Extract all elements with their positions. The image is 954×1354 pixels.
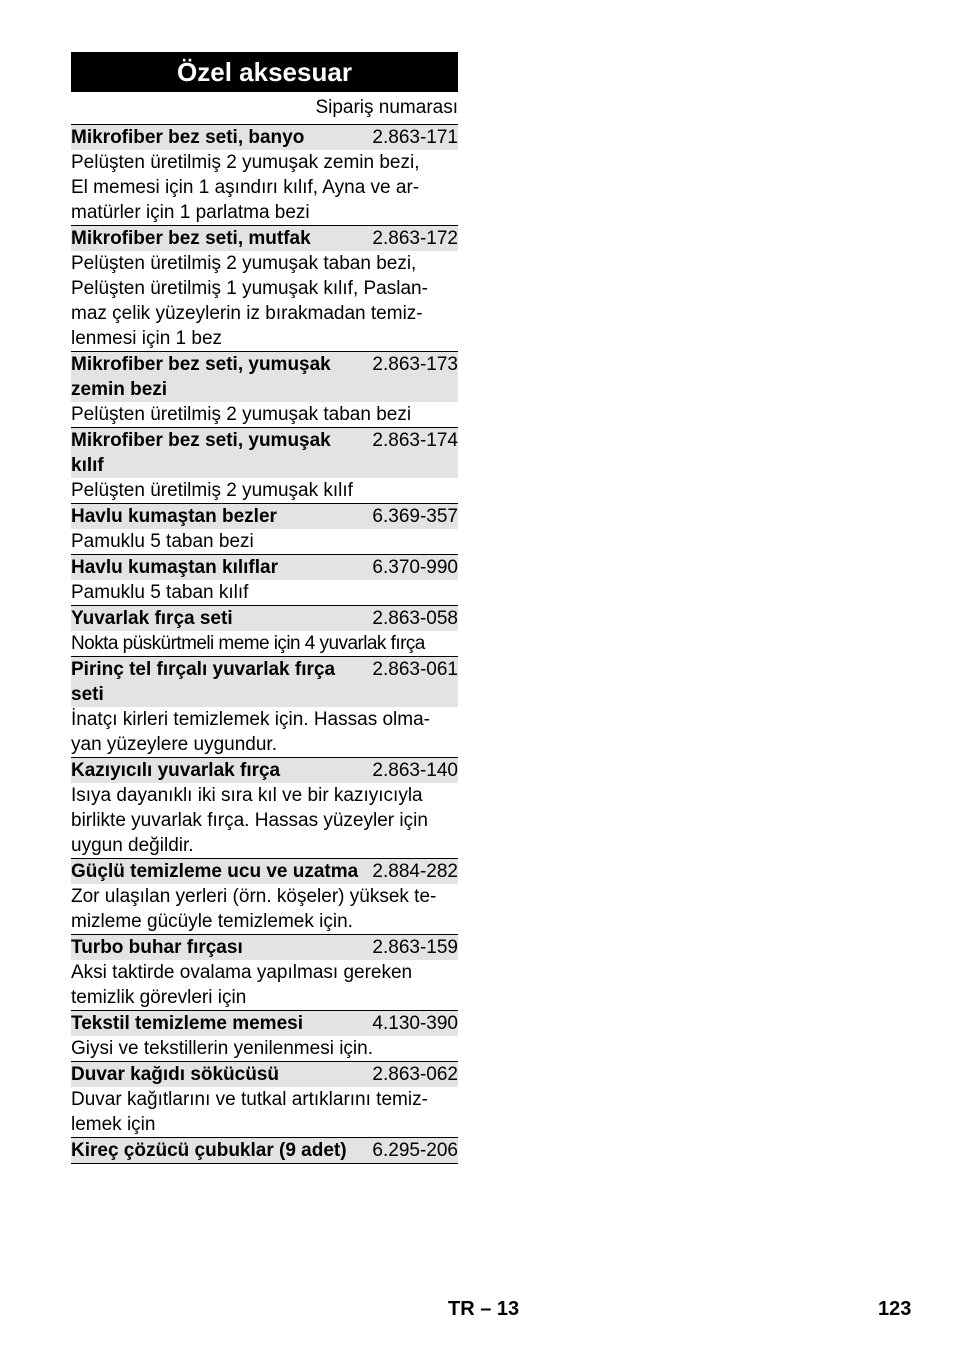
description-line: İnatçı kirleri temizlemek için. Hassas olma- bbox=[71, 709, 430, 730]
accessory-description bbox=[71, 1036, 458, 1062]
description-line: Duvar kağıtlarını ve tutkal artıklarını temiz- bbox=[71, 1089, 428, 1110]
accessory-description bbox=[71, 884, 458, 935]
description-line: uygun değildir. bbox=[71, 835, 194, 856]
description-line: Giysi ve tekstillerin yenilenmesi için. bbox=[71, 1038, 373, 1059]
accessory-item-header bbox=[71, 226, 458, 251]
order-number: 6.295-206 bbox=[372, 1140, 458, 1161]
accessory-item bbox=[71, 352, 458, 428]
accessory-name: Güçlü temizleme ucu ve uzatma bbox=[71, 861, 359, 882]
description-line: Pelüşten üretilmiş 2 yumuşak kılıf bbox=[71, 480, 353, 501]
accessory-name: Duvar kağıdı sökücüsü bbox=[71, 1064, 280, 1085]
description-line: Pamuklu 5 taban bezi bbox=[71, 531, 254, 552]
order-number: 6.370-990 bbox=[372, 557, 458, 578]
order-number: 2.863-061 bbox=[372, 659, 458, 680]
accessory-description bbox=[71, 631, 458, 657]
accessory-name: Tekstil temizleme memesi bbox=[71, 1013, 303, 1034]
accessory-item-header bbox=[71, 935, 458, 960]
accessory-name: Pirinç tel fırçalı yuvarlak fırça seti bbox=[71, 659, 336, 705]
accessory-description bbox=[71, 150, 458, 226]
accessory-name: Kazıyıcılı yuvarlak fırça bbox=[71, 760, 281, 781]
accessory-item-header bbox=[71, 352, 458, 402]
accessory-description bbox=[71, 783, 458, 859]
accessory-item-header bbox=[71, 657, 458, 707]
order-number: 2.884-282 bbox=[372, 861, 458, 882]
order-number: 4.130-390 bbox=[372, 1013, 458, 1034]
accessory-item bbox=[71, 935, 458, 1011]
accessory-item-header bbox=[71, 1138, 458, 1164]
order-number-header: Sipariş numarası bbox=[71, 92, 458, 125]
accessory-item-header bbox=[71, 758, 458, 783]
order-number: 6.369-357 bbox=[372, 506, 458, 527]
accessory-name: Mikrofiber bez seti, yumuşak zemin bezi bbox=[71, 354, 331, 400]
accessory-item-header bbox=[71, 125, 458, 150]
description-line: Isıya dayanıklı iki sıra kıl ve bir kazıyıcıyla bbox=[71, 785, 423, 806]
description-line: Aksi taktirde ovalama yapılması gereken bbox=[71, 962, 413, 983]
accessory-name: Turbo buhar fırçası bbox=[71, 937, 243, 958]
accessory-item bbox=[71, 555, 458, 606]
order-number: 2.863-171 bbox=[372, 127, 458, 148]
accessory-item-header bbox=[71, 1011, 458, 1036]
accessory-name: Havlu kumaştan bezler bbox=[71, 506, 277, 527]
section-label: TR – 13 bbox=[448, 1298, 520, 1320]
accessory-item bbox=[71, 1011, 458, 1062]
accessory-item-header bbox=[71, 859, 458, 884]
accessory-item bbox=[71, 1062, 458, 1138]
accessory-item-header bbox=[71, 606, 458, 631]
accessory-item bbox=[71, 1138, 458, 1164]
accessory-name: Kireç çözücü çubuklar (9 adet) bbox=[71, 1140, 347, 1161]
accessory-item bbox=[71, 606, 458, 657]
accessory-item bbox=[71, 758, 458, 859]
accessory-item bbox=[71, 125, 458, 226]
description-line: Pamuklu 5 taban kılıf bbox=[71, 582, 249, 603]
accessory-item-header bbox=[71, 1062, 458, 1087]
order-number: 2.863-058 bbox=[372, 608, 458, 629]
accessory-list bbox=[71, 52, 458, 1164]
description-line: yan yüzeylere uygundur. bbox=[71, 734, 277, 755]
accessory-name: Yuvarlak fırça seti bbox=[71, 608, 233, 629]
accessory-items bbox=[71, 125, 458, 1164]
order-number: 2.863-140 bbox=[372, 760, 458, 781]
description-line: lenmesi için 1 bez bbox=[71, 328, 223, 349]
order-number: 2.863-159 bbox=[372, 937, 458, 958]
accessory-item bbox=[71, 504, 458, 555]
description-line: maz çelik yüzeylerin iz bırakmadan temiz- bbox=[71, 303, 423, 324]
accessory-description bbox=[71, 529, 458, 555]
order-number: 2.863-062 bbox=[372, 1064, 458, 1085]
accessory-name: Mikrofiber bez seti, mutfak bbox=[71, 228, 311, 249]
description-line: matürler için 1 parlatma bezi bbox=[71, 202, 310, 223]
accessory-item bbox=[71, 859, 458, 935]
order-number: 2.863-172 bbox=[372, 228, 458, 249]
accessory-item bbox=[71, 657, 458, 758]
accessory-description bbox=[71, 1087, 458, 1138]
description-line: Pelüşten üretilmiş 2 yumuşak taban bezi bbox=[71, 404, 412, 425]
page-number: 123 bbox=[878, 1298, 912, 1320]
description-line: mizleme gücüyle temizlemek için. bbox=[71, 911, 353, 932]
accessory-description bbox=[71, 960, 458, 1011]
accessory-item-header bbox=[71, 555, 458, 580]
description-line: birlikte yuvarlak fırça. Hassas yüzeyler için bbox=[71, 810, 428, 831]
accessory-description bbox=[71, 580, 458, 606]
description-line: Zor ulaşılan yerleri (örn. köşeler) yüksek te- bbox=[71, 886, 437, 907]
accessory-item bbox=[71, 428, 458, 504]
description-line: El memesi için 1 aşındırı kılıf, Ayna ve ar- bbox=[71, 177, 420, 198]
order-number: 2.863-173 bbox=[372, 354, 458, 375]
page-title: Özel aksesuar bbox=[71, 52, 458, 92]
description-line: temizlik görevleri için bbox=[71, 987, 247, 1008]
accessory-description bbox=[71, 478, 458, 504]
accessory-item-header bbox=[71, 504, 458, 529]
accessory-description bbox=[71, 251, 458, 352]
accessory-item-header bbox=[71, 428, 458, 478]
accessory-name: Mikrofiber bez seti, banyo bbox=[71, 127, 305, 148]
description-line: Nokta püskürtmeli meme için 4 yuvarlak fırça bbox=[71, 633, 425, 654]
description-line: lemek için bbox=[71, 1114, 156, 1135]
description-line: Pelüşten üretilmiş 2 yumuşak taban bezi, bbox=[71, 253, 417, 274]
accessory-name: Havlu kumaştan kılıflar bbox=[71, 557, 278, 578]
accessory-description bbox=[71, 402, 458, 428]
description-line: Pelüşten üretilmiş 1 yumuşak kılıf, Paslan- bbox=[71, 278, 428, 299]
accessory-description bbox=[71, 707, 458, 758]
accessory-name: Mikrofiber bez seti, yumuşak kılıf bbox=[71, 430, 331, 476]
description-line: Pelüşten üretilmiş 2 yumuşak zemin bezi, bbox=[71, 152, 420, 173]
order-number: 2.863-174 bbox=[372, 430, 458, 451]
accessory-item bbox=[71, 226, 458, 352]
